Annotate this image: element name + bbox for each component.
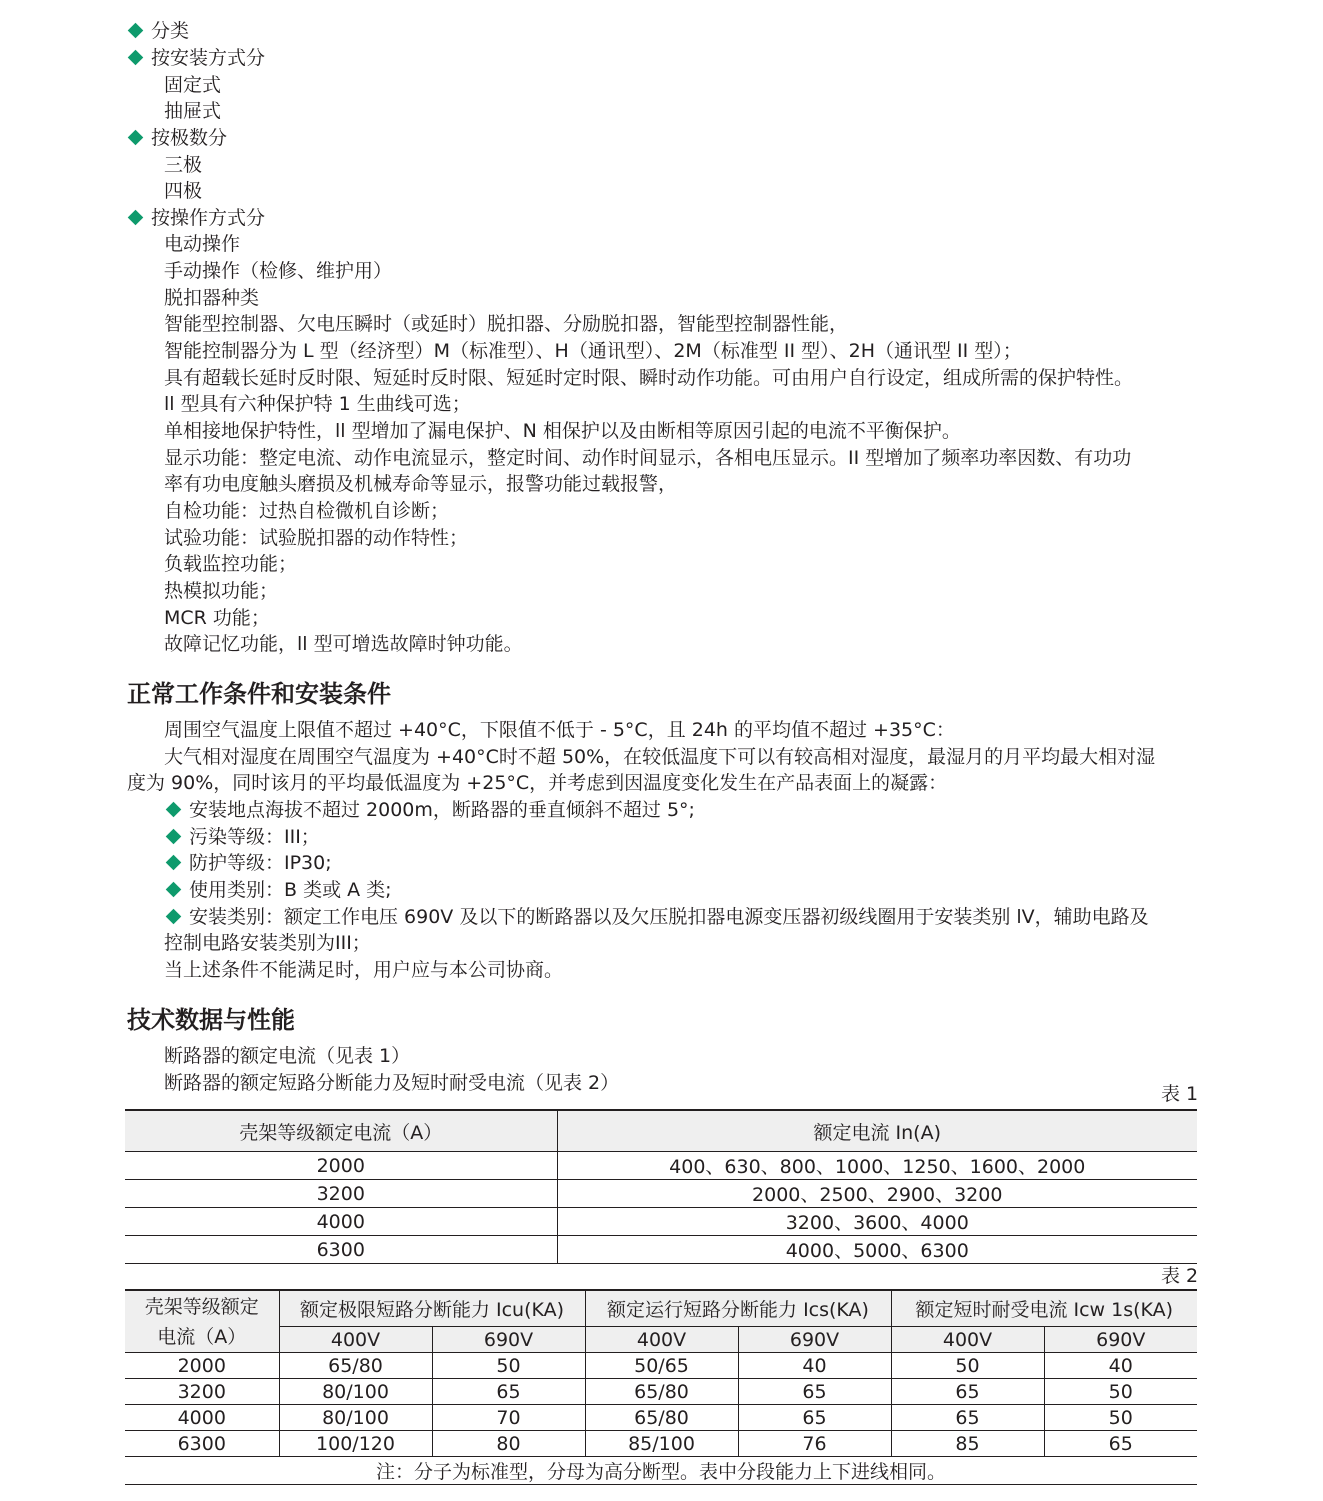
- list-item: 安装类别：额定工作电压 690V 及以下的断路器以及欠压脱扣器电源变压器初级线圈用于安装类别 lV，辅助电路及: [189, 906, 1149, 928]
- voltage-header: 690V: [432, 1327, 585, 1353]
- table-row: [125, 1236, 1197, 1264]
- table-cell: 70: [432, 1405, 585, 1431]
- list-item: 污染等级：III；: [189, 826, 320, 848]
- paragraph-line: 当上述条件不能满足时，用户应与本公司协商。: [164, 959, 564, 981]
- diamond-bullet-icon: [166, 882, 182, 898]
- paragraph-line: 周围空气温度上限值不超过 +40°C，下限值不低于 - 5°C，且 24h 的平均值不超过 +35°C：: [164, 719, 955, 741]
- table-note-row: [125, 1457, 1197, 1485]
- section-heading-technical: 技术数据与性能: [127, 1006, 295, 1034]
- table-row: [125, 1208, 1197, 1236]
- list-item: 自检功能：过热自检微机自诊断；: [164, 500, 450, 522]
- table-cell: 40: [1044, 1353, 1197, 1379]
- list-item: 电动操作: [164, 233, 241, 255]
- table-cell: 85/100: [585, 1431, 738, 1457]
- poles-title: 按极数分: [151, 127, 228, 149]
- table-cell: 65: [738, 1405, 891, 1431]
- list-item: 三极: [164, 154, 203, 176]
- table-cell: 40: [738, 1353, 891, 1379]
- voltage-header: 400V: [585, 1327, 738, 1353]
- rated-current-table: [125, 1109, 1197, 1264]
- list-item: 控制电路安装类别为III；: [164, 932, 371, 954]
- table-cell: 65: [1044, 1431, 1197, 1457]
- table-row: [125, 1353, 1197, 1379]
- diamond-bullet-icon: [128, 50, 144, 66]
- table-cell: 65: [432, 1379, 585, 1405]
- table-cell: 80/100: [279, 1379, 432, 1405]
- table-cell: 6300: [125, 1431, 279, 1457]
- table2-caption: 表 2: [1161, 1265, 1199, 1287]
- corner-header-line: 电流（A）: [157, 1325, 247, 1348]
- list-item: 固定式: [164, 74, 222, 96]
- table-header-row: [125, 1110, 1197, 1152]
- table-cell: 85: [891, 1431, 1044, 1457]
- list-item: MCR 功能；: [164, 607, 270, 629]
- list-item: ll 型具有六种保护特 1 生曲线可选；: [164, 393, 471, 415]
- table-cell: 65/80: [585, 1405, 738, 1431]
- table-cell: 100/120: [279, 1431, 432, 1457]
- voltage-header: 690V: [1044, 1327, 1197, 1353]
- table-cell: 50: [1044, 1379, 1197, 1405]
- table-cell: 50: [891, 1353, 1044, 1379]
- column-header: 壳架等级额定电流（A）: [125, 1110, 557, 1152]
- list-item: 负载监控功能；: [164, 553, 298, 575]
- table-cell: 65: [891, 1379, 1044, 1405]
- list-item: 抽屉式: [164, 100, 222, 122]
- table-cell: 80/100: [279, 1405, 432, 1431]
- diamond-bullet-icon: [128, 23, 144, 39]
- corner-header-line: 壳架等级额定: [144, 1295, 259, 1318]
- group-header: 额定运行短路分断能力 Ics(KA): [585, 1290, 891, 1327]
- diamond-bullet-icon: [166, 855, 182, 871]
- breaking-capacity-table: [125, 1289, 1197, 1485]
- table-cell: 3200: [125, 1379, 279, 1405]
- table-note: 注：分子为标准型，分母为高分断型。表中分段能力上下进线相同。: [125, 1457, 1197, 1485]
- table-cell: 3200、3600、4000: [557, 1208, 1197, 1236]
- table-cell: 2000: [125, 1353, 279, 1379]
- diamond-bullet-icon: [128, 130, 144, 146]
- table-cell: 65/80: [279, 1353, 432, 1379]
- table-cell: 3200: [125, 1180, 557, 1208]
- group-header: 额定短时耐受电流 Icw 1s(KA): [891, 1290, 1197, 1327]
- list-item: 防护等级：IP30;: [189, 852, 332, 874]
- diamond-bullet-icon: [166, 909, 182, 925]
- table-subheader-row: [125, 1327, 1197, 1353]
- list-item: 故障记忆功能，ll 型可增选故障时钟功能。: [164, 633, 523, 655]
- table-row: [125, 1431, 1197, 1457]
- section-heading-conditions: 正常工作条件和安装条件: [127, 680, 391, 708]
- list-item: 安装地点海拔不超过 2000m，断路器的垂直倾斜不超过 5°;: [189, 799, 695, 821]
- list-item: 智能控制器分为 L 型（经济型）M（标准型）、H（通讯型）、2M（标准型 II 型）、2H（通讯型 II 型）；: [164, 340, 1022, 362]
- table-cell: 400、630、800、1000、1250、1600、2000: [557, 1152, 1197, 1180]
- corner-header: [125, 1290, 279, 1353]
- table-header-row: [125, 1290, 1197, 1327]
- list-item: 率有功电度触头磨损及机械寿命等显示，报警功能过载报警，: [164, 473, 678, 495]
- table-row: [125, 1180, 1197, 1208]
- paragraph-line: 度为 90%，同时该月的平均最低温度为 +25°C，并考虑到因温度变化发生在产品表面上的凝露：: [127, 772, 948, 794]
- diamond-bullet-icon: [166, 829, 182, 845]
- classification-title: 分类: [151, 20, 190, 42]
- table-row: [125, 1405, 1197, 1431]
- voltage-header: 690V: [738, 1327, 891, 1353]
- diamond-bullet-icon: [166, 802, 182, 818]
- table-cell: 65: [891, 1405, 1044, 1431]
- table-cell: 65: [738, 1379, 891, 1405]
- list-item: 单相接地保护特性，ll 型增加了漏电保护、N 相保护以及由断相等原因引起的电流不平衡保护。: [164, 420, 961, 442]
- table-cell: 6300: [125, 1236, 557, 1264]
- list-item: 手动操作（检修、维护用）: [164, 260, 393, 282]
- table-cell: 50: [1044, 1405, 1197, 1431]
- table-cell: 80: [432, 1431, 585, 1457]
- diamond-bullet-icon: [128, 210, 144, 226]
- table-cell: 2000、2500、2900、3200: [557, 1180, 1197, 1208]
- list-item: 智能型控制器、欠电压瞬时（或延时）脱扣器、分励脱扣器，智能型控制器性能，: [164, 313, 849, 335]
- table-cell: 76: [738, 1431, 891, 1457]
- list-item: 四极: [164, 180, 203, 202]
- install-method-title: 按安装方式分: [151, 47, 266, 69]
- table-cell: 4000、5000、6300: [557, 1236, 1197, 1264]
- paragraph-line: 断路器的额定电流（见表 1）: [164, 1045, 411, 1067]
- table-cell: 4000: [125, 1208, 557, 1236]
- group-header: 额定极限短路分断能力 Icu(KA): [279, 1290, 585, 1327]
- voltage-header: 400V: [279, 1327, 432, 1353]
- voltage-header: 400V: [891, 1327, 1044, 1353]
- table-cell: 50/65: [585, 1353, 738, 1379]
- table-cell: 65/80: [585, 1379, 738, 1405]
- list-item: 显示功能：整定电流、动作电流显示，整定时间、动作时间显示，各相电压显示。II 型增加了频率功率因数、有功功: [164, 447, 1132, 469]
- paragraph-line: 断路器的额定短路分断能力及短时耐受电流（见表 2）: [164, 1072, 620, 1094]
- table-row: [125, 1152, 1197, 1180]
- table-cell: 2000: [125, 1152, 557, 1180]
- column-header: 额定电流 In(A): [557, 1110, 1197, 1152]
- paragraph-line: 大气相对湿度在周围空气温度为 +40°C时不超 50%，在较低温度下可以有较高相对湿度，最湿月的月平均最大相对湿: [164, 746, 1156, 768]
- list-item: 具有超载长延时反时限、短延时反时限、短延时定时限、瞬时动作功能。可由用户自行设定，组成所需的保护特性。: [164, 367, 1134, 389]
- list-item: 脱扣器种类: [164, 287, 260, 309]
- list-item: 使用类别：B 类或 A 类;: [189, 879, 392, 901]
- table-cell: 50: [432, 1353, 585, 1379]
- table1-caption: 表 1: [1161, 1083, 1199, 1105]
- table-cell: 4000: [125, 1405, 279, 1431]
- list-item: 试验功能：试验脱扣器的动作特性；: [164, 527, 469, 549]
- operation-title: 按操作方式分: [151, 207, 266, 229]
- list-item: 热模拟功能；: [164, 580, 279, 602]
- table-row: [125, 1379, 1197, 1405]
